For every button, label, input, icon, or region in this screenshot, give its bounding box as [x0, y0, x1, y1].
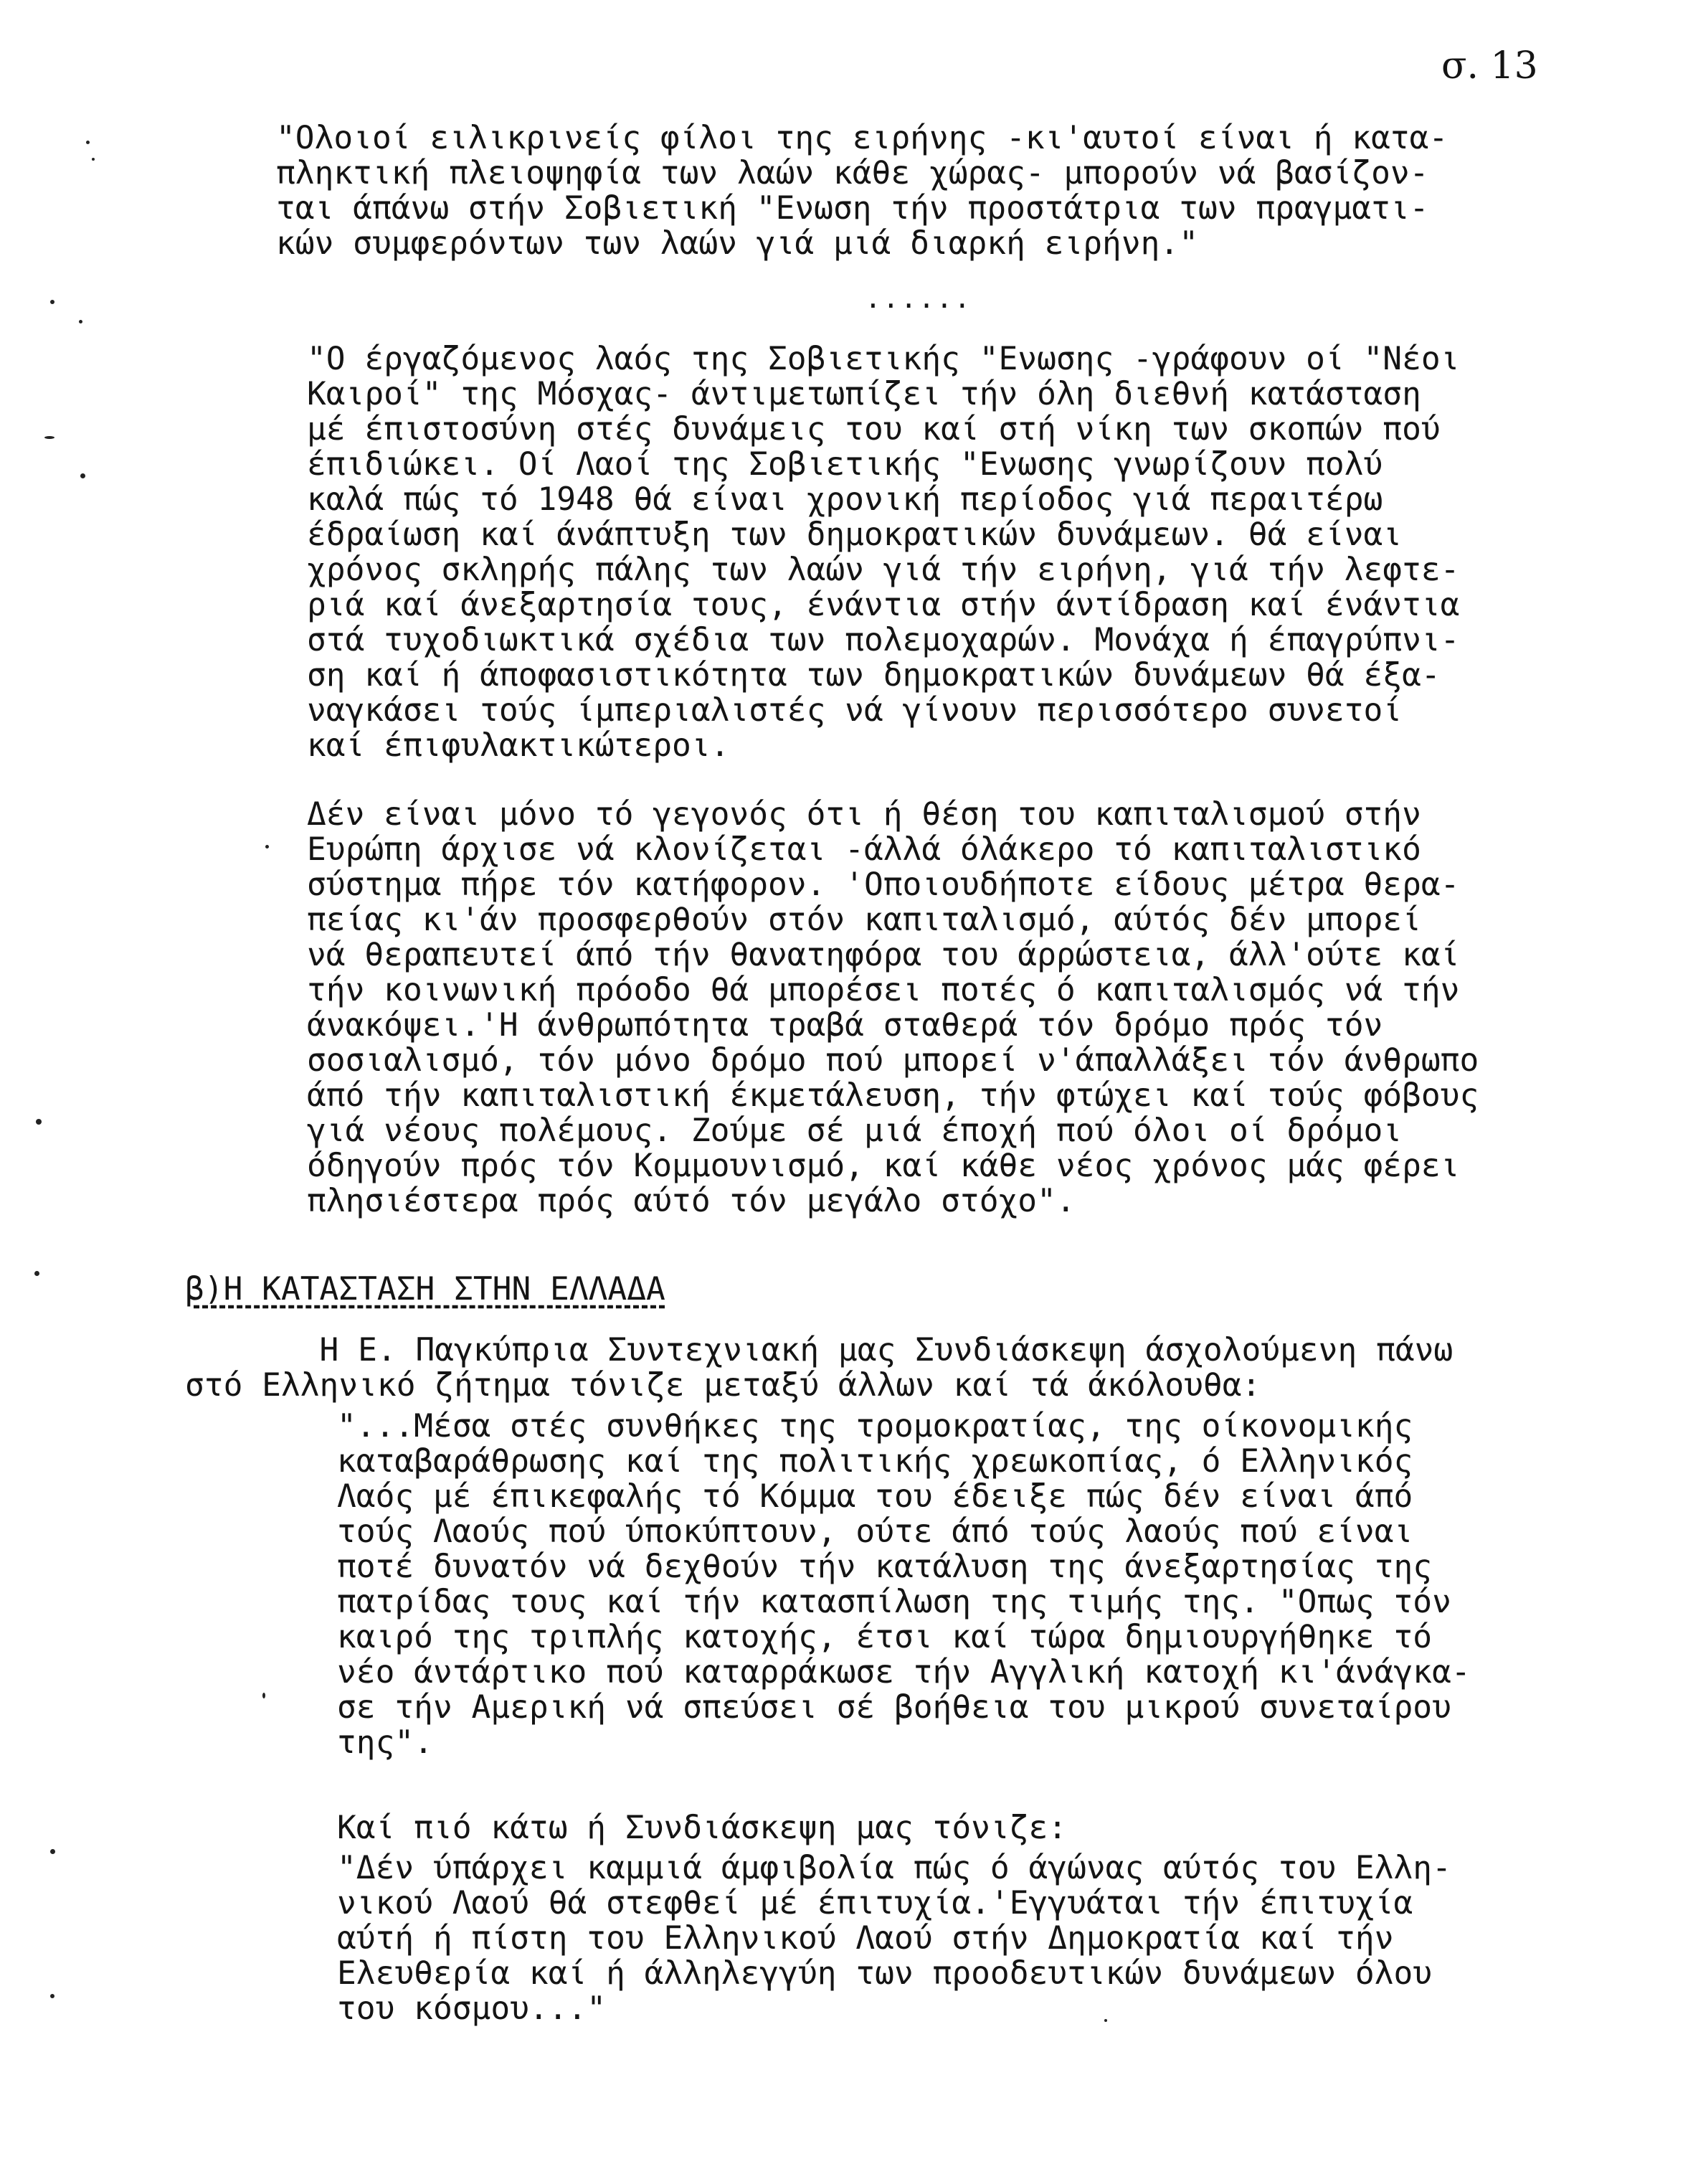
page-number: σ. 13 — [1441, 44, 1538, 88]
paragraph-soviet-people: "Ο έργαζόμενος λαός της Σοβιετικής "Ενωσης -γράφουν οί "Νέοι Καιροί" της Μόσχας- άντιμετωπίζει τήν όλη διεθνή κατάσταση μέ έπιστοσύνη στές δυνάμεις του καί στή νίκη των σκοπών πού έπιδιώκει. Οί Λαοί της Σοβιετικής "Ενωσης γνωρίζουν πολύ καλά πώς τό 1948 θά είναι χρονική περίοδος γιά περαιτέρω έδραίωση καί άνάπτυξη των δημοκρατικών δυνάμεων. θά είναι χρόνος σκληρής πάλης των λαών γιά τήν ειρήνη, γιά τήν λεφτε- ριά καί άνεξαρτησία τους, ένάντια στήν άντίδραση καί ένάντια στά τυχοδιωκτικά σχέδια των πολεμοχαρών. Μονάχα ή έπαγρύπνι- ση καί ή άποφασιστικότητα των δημοκρατικών δυνάμεων θά έξα- ναγκάσει τούς ίμπεριαλιστές νά γίνουν περισσότερο συνετοί καί έπιφυλακτικώτεροι. — [307, 341, 1460, 764]
paragraph-further-below: Καί πιό κάτω ή Συνδιάσκεψη μας τόνιζε: — [337, 1810, 1068, 1846]
section-heading-greece: β)Η ΚΑΤΑΣΤΑΣΗ ΣΤΗΝ ΕΛΛΑΔΑ — [185, 1271, 665, 1308]
paragraph-victory-quote: "Δέν ύπάρχει καμμιά άμφιβολία πώς ό άγώνας αύτός του Ελλη- νικού Λαού θά στεφθεί μέ έπιτυχία.'Εγγυάται τήν έπιτυχία αύτή ή πίστη του Ελληνικού Λαού στήν Δημοκρατία καί τήν Ελευθερία καί ή άλληλεγγύη των προοδευτικών δυνάμεων όλου του κόσμου..." — [337, 1850, 1451, 2027]
separator-dots: ...... — [865, 283, 972, 314]
paragraph-conference-quote: "...Μέσα στές συνθήκες της τρομοκρατίας, της οίκονομικής καταβαράθρωσης καί της πολιτικής χρεωκοπίας, ό Ελληνικός Λαός μέ έπικεφαλής τό Κόμμα του έδειξε πώς δέν είναι άπό τούς Λαούς πού ύποκύπτουν, ούτε άπό τούς λαούς πού είναι ποτέ δυνατόν νά δεχθούν τήν κατάλυση της άνεξαρτησίας της πατρίδας τους καί τήν κατασπίλωση της τιμής της. "Οπως τόν καιρό της τριπλής κατοχής, έτσι καί τώρα δημιουργήθηκε τό νέο άντάρτικο πού καταρράκωσε τήν Αγγλική κατοχή κι'άνάγκα- σε τήν Αμερική νά σπεύσει σέ βοήθεια του μικρού συνεταίρου της". — [337, 1408, 1471, 1761]
paragraph-conference-intro: Η Ε. Παγκύπρια Συντεχνιακή μας Συνδιάσκεψη άσχολούμενη πάνω στό Ελληνικό ζήτημα τόνιζε μεταξύ άλλων καί τά άκόλουθα: — [185, 1332, 1453, 1404]
paragraph-capitalism: Δέν είναι μόνο τό γεγονός ότι ή θέση του καπιταλισμού στήν Ευρώπη άρχισε νά κλονίζεται -άλλά όλάκερο τό καπιταλιστικό σύστημα πήρε τόν κατήφορον. 'Οποιουδήποτε είδους μέτρα θερα- πείας κι'άν προσφερθούν στόν καπιταλισμό, αύτός δέν μπορεί νά θεραπευτεί άπό τήν θανατηφόρα του άρρώστεια, άλλ'ούτε καί τήν κοινωνική πρόοδο θά μπορέσει ποτές ό καπιταλισμός νά τήν άνακόψει.'Η άνθρωπότητα τραβά σταθερά τόν δρόμο πρός τόν σοσιαλισμό, τόν μόνο δρόμο πού μπορεί ν'άπαλλάξει τόν άνθρωπο άπό τήν καπιταλιστική έκμετάλευση, τήν φτώχει καί τούς φόβους γιά νέους πολέμους. Ζούμε σέ μιά έποχή πού όλοι οί δρόμοι όδηγούν πρός τόν Κομμουνισμό, καί κάθε νέος χρόνος μάς φέρει πλησιέστερα πρός αύτό τόν μεγάλο στόχο". — [307, 796, 1479, 1219]
paragraph-quote-peace: "Ολοιοί ειλικρινείς φίλοι της ειρήνης -κι'αυτοί είναι ή κατα- πληκτική πλειοψηφία των λαών κάθε χώρας- μπορούν νά βασίζον- ται άπάνω στήν Σοβιετική "Ενωση τήν προστάτρια των πραγματι- κών συμφερόντων των λαών γιά μιά διαρκή ειρήνη." — [276, 120, 1448, 262]
